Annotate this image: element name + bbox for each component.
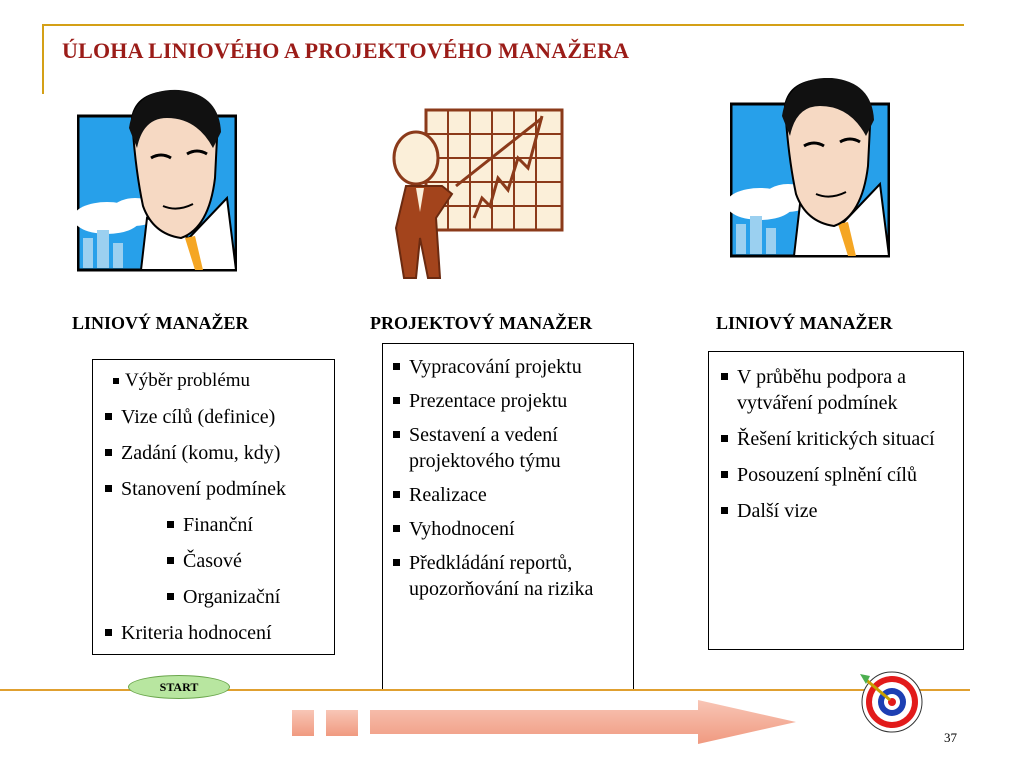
start-marker: START [128,675,230,699]
bullet-icon [167,521,174,528]
bullet-icon [105,413,112,420]
list-item: Zadání (komu, kdy) [105,440,334,466]
project-manager-tasks-box [382,343,634,691]
page-number: 37 [944,730,957,745]
list-item: Vypracování projektu [393,354,625,380]
list-item: Sestavení a vedení projektového týmu [393,422,625,474]
line-manager-tasks-box [92,359,335,655]
bullet-icon [721,471,728,478]
role-heading-left: LINIOVÝ MANAŽER [72,313,249,333]
line-manager-left-image [77,88,237,272]
bullet-icon [393,431,400,438]
bullet-icon [105,629,112,636]
list-item: Další vize [721,498,955,524]
list-subitem: Organizační [105,584,334,610]
list-item: Posouzení splnění cílů [721,462,955,488]
bullet-icon [393,559,400,566]
bullet-icon [393,491,400,498]
list-item: Realizace [393,482,625,508]
bullet-icon [721,373,728,380]
list-item: V průběhu podpora a vytváření podmínek [721,364,955,416]
progress-arrow-icon [290,698,800,744]
bullet-icon [105,485,112,492]
list-subitem: Finanční [105,512,334,538]
project-manager-presenter-image [386,108,566,284]
list-item: Vyhodnocení [393,516,625,542]
bullet-icon [167,593,174,600]
list-item: Předkládání reportů, upozorňování na rizika [393,550,625,602]
target-bullseye-icon [856,668,928,734]
bullet-icon [393,397,400,404]
bullet-icon [113,378,119,384]
bullet-icon [105,449,112,456]
title-frame-left-line [42,24,44,94]
role-heading-right: LINIOVÝ MANAŽER [716,313,893,333]
line-manager-right-image [730,78,890,258]
bullet-icon [393,525,400,532]
bullet-icon [721,435,728,442]
list-item: Stanovení podmínek [105,476,334,502]
list-item: Vize cílů (definice) [105,404,334,430]
line-manager-support-box [708,351,964,650]
list-item: Prezentace projektu [393,388,625,414]
list-item: Řešení kritických situací [721,426,955,452]
bullet-icon [393,363,400,370]
list-item: Kriteria hodnocení [105,620,334,646]
list-subitem: Časové [105,548,334,574]
role-heading-center: PROJEKTOVÝ MANAŽER [370,313,593,333]
list-item: Výběr problému [105,368,334,394]
slide-title: ÚLOHA LINIOVÉHO A PROJEKTOVÉHO MANAŽERA [62,38,630,63]
title-frame-top-line [42,24,964,26]
bullet-icon [167,557,174,564]
bullet-icon [721,507,728,514]
